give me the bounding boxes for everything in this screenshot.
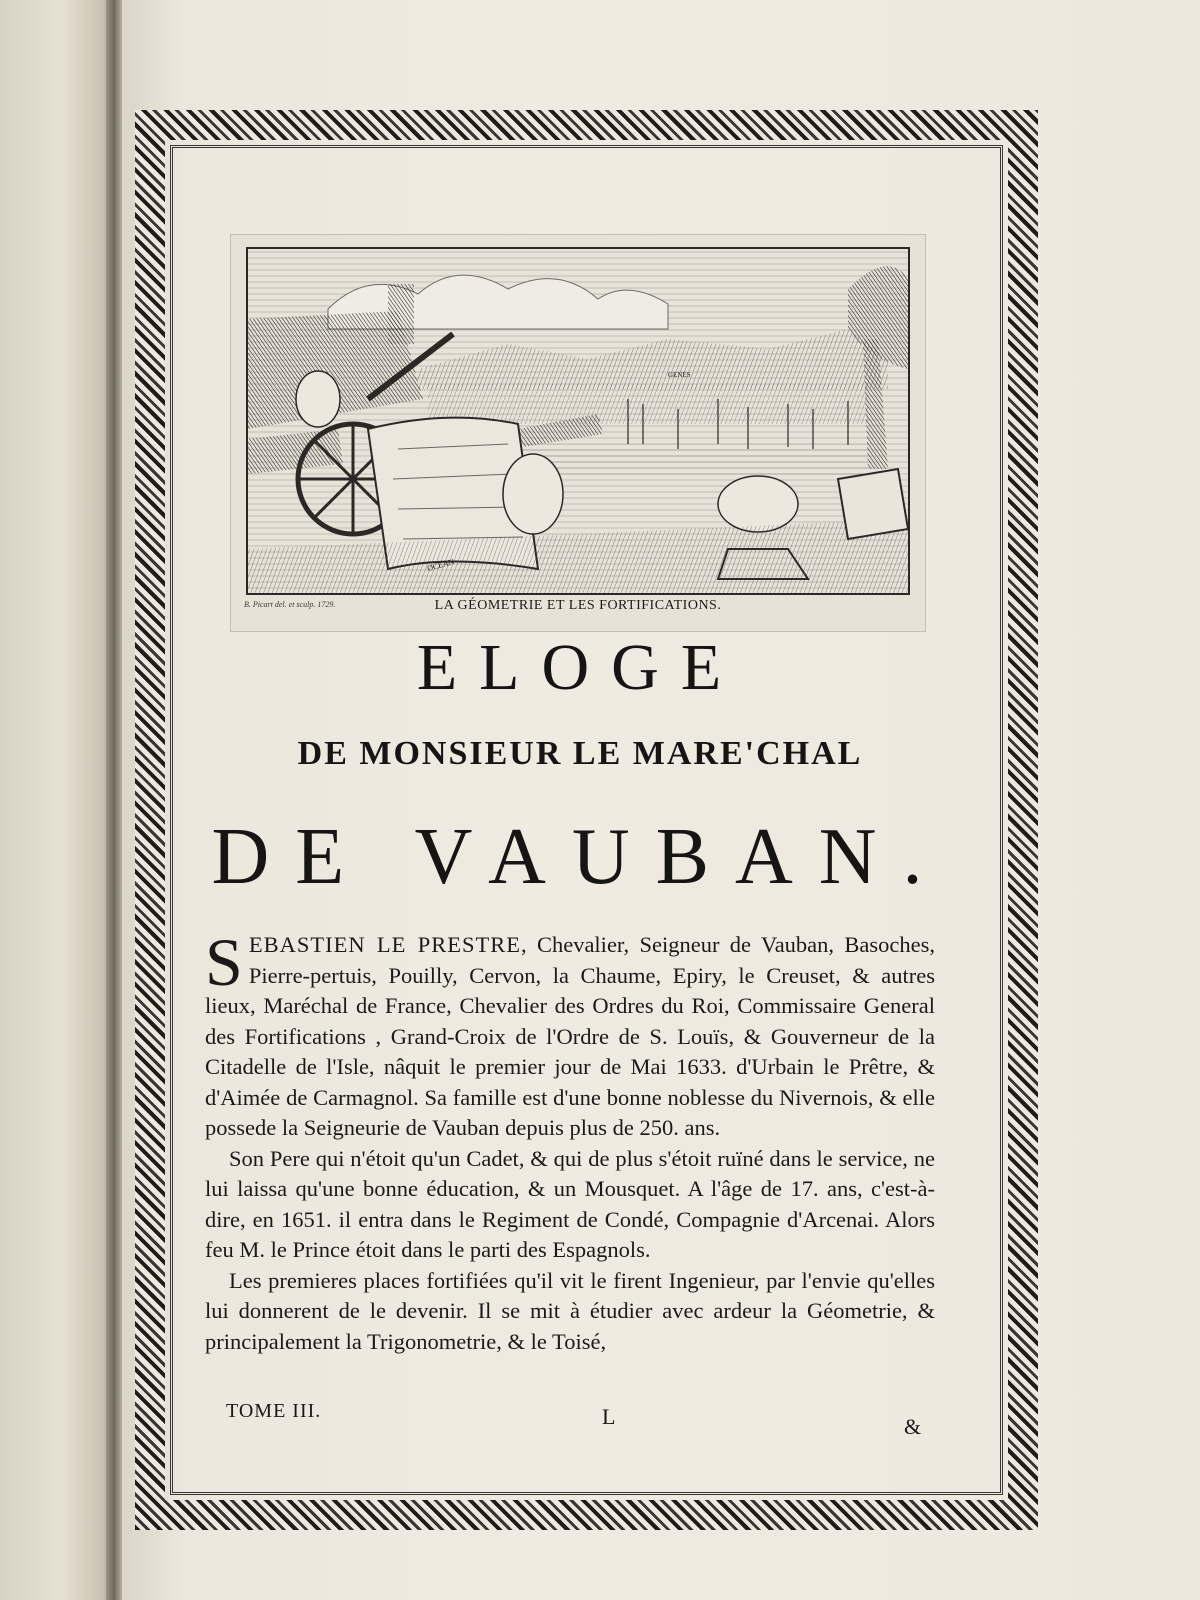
- plate-caption: LA GÉOMETRIE ET LES FORTIFICATIONS.: [434, 598, 722, 613]
- cherub-left: [296, 371, 340, 427]
- harbor-city: [428, 384, 868, 424]
- volume-signature: TOME III.: [226, 1400, 322, 1422]
- paragraph-2: Son Pere qui n'étoit qu'un Cadet, & qui de plus s'étoit ruïné dans le service, ne lui laissa qu'une bonne éducation, & un Mousquet. A l'âge de 17. ans, c'est-à-dire, en 1651. il entra dans le Regiment de Condé, Compagnie d'Arcenai. Alors feu M. le Prince étoit dans le parti des Espagnols.: [205, 1145, 935, 1262]
- engraving-illustration: [246, 247, 910, 595]
- catchword: &: [904, 1414, 922, 1439]
- drop-cap: S: [205, 924, 243, 1000]
- left-page-edge: [0, 0, 112, 1600]
- title-eloge: ELOGE: [416, 631, 744, 704]
- book-gutter: [106, 0, 122, 1600]
- paragraph-3: Les premieres places fortifiées qu'il vit le firent Ingenieur, par l'envie qu'elles lui donnerent de le devenir. Il se mit à étudier avec ardeur la Géometrie, & principalement la Trigonometrie, & le Toisé,: [205, 1267, 935, 1354]
- engraver-credit: B. Picart del. et sculp. 1729.: [244, 600, 336, 609]
- label-ocean: OCEAN: [426, 557, 456, 573]
- signature-mark: L: [602, 1404, 616, 1429]
- subject-name: EBASTIEN LE PRESTRE: [248, 932, 521, 957]
- title-subject-line: DE MONSIEUR LE MARE'CHAL: [297, 735, 863, 772]
- cherub-right: [718, 476, 798, 532]
- cherub-center: [503, 454, 563, 534]
- paragraph-1-text: , Chevalier, Seigneur de Vauban, Basoches, Pierre-pertuis, Pouilly, Cervon, la Chaume, Epiry, le Creuset, & autres lieux, Maréchal de France, Chevalier des Ordres du Roi, Commissaire General des Fortifications , Grand-Croix de l'Ordre de S. Louïs, & Gouverneur de la Citadelle de l'Isle, nâquit le premier jour de Mai 1633. d'Urbain le Prêtre, & d'Aimée de Carmagnol. Sa famille est d'une bonne noblesse du Nivernois, & elle possede la Seigneurie de Vauban depuis plus de 250. ans.: [205, 932, 935, 1140]
- label-city: GENES: [668, 371, 691, 379]
- title-vauban: DE VAUBAN.: [211, 813, 949, 901]
- drawing-board: [838, 469, 908, 539]
- watchtower: [388, 284, 414, 344]
- body-text: [205, 924, 935, 1357]
- paragraph-1: [205, 924, 935, 1144]
